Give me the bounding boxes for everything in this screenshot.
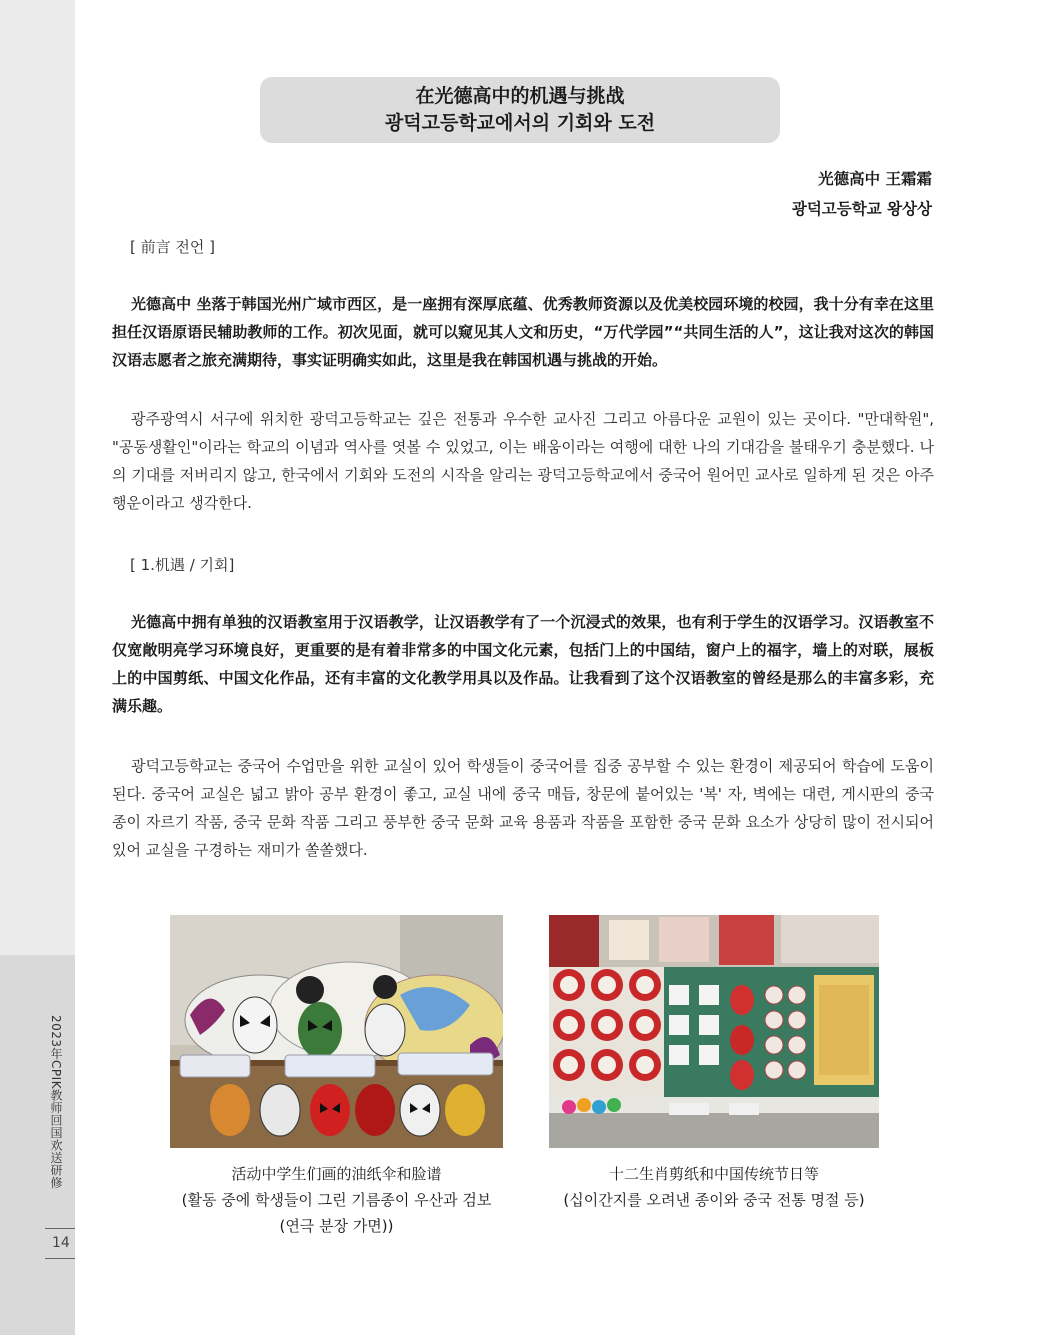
author-zh: 光德高中 王霜霜 — [818, 170, 932, 188]
caption-right — [549, 1161, 879, 1213]
caption-left-ko-2: (연극 분장 가면)) — [279, 1217, 394, 1235]
page-number-rule-top — [45, 1228, 75, 1229]
photo-umbrellas-masks — [170, 915, 503, 1148]
caption-right-zh: 十二生肖剪纸和中国传统节日等 — [608, 1165, 819, 1183]
caption-left-zh: 活动中学生们画的油纸伞和脸谱 — [231, 1165, 442, 1183]
title-ko: 광덕고등학교에서의 기회와 도전 — [384, 112, 656, 134]
photo-zodiac-papercuts — [549, 915, 879, 1148]
page-number-rule-bottom — [45, 1258, 75, 1259]
section-heading-opportunity: [ 1.机遇 / 기회] — [130, 556, 235, 574]
paragraph-preface-zh: 光德高中 坐落于韩国光州广域市西区，是一座拥有深厚底蕴、优秀教师资源以及优美校园环境的校园，我十分有幸在这里担任汉语原语民辅助教师的工作。初次见面，就可以窥见其人文和历史，“万代学园”“共同生活的人”，这让我对这次的韩国汉语志愿者之旅充满期待，事实证明确实如此，这里是我在韩国机遇与挑战的开始。 — [112, 295, 934, 369]
section-heading-preface: [ 前言 전언 ] — [130, 238, 215, 256]
caption-left — [170, 1161, 503, 1239]
page-number: 14 — [52, 1235, 70, 1251]
title-box — [260, 77, 780, 143]
sidebar-label: 2023年CPIK教师回国欢送研修 — [49, 1015, 63, 1190]
paragraph-opportunity-zh: 光德高中拥有单独的汉语教室用于汉语教学，让汉语教学有了一个沉浸式的效果，也有利于学生的汉语学习。汉语教室不仅宽敞明亮学习环境良好，更重要的是有着非常多的中国文化元素，包括门上的中国结，窗户上的福字，墙上的对联，展板上的中国剪纸、中国文化作品，还有丰富的文化教学用具以及作品。让我看到了这个汉语教室的曾经是那么的丰富多彩，充满乐趣。 — [112, 613, 934, 715]
paragraph-preface-ko: 광주광역시 서구에 위치한 광덕고등학교는 깊은 전통과 우수한 교사진 그리고 아름다운 교원이 있는 곳이다. "만대학원", "공동생활인"이라는 학교의 이념과 역사를 엿볼 수 있었고, 이는 배움이라는 여행에 대한 나의 기대감을 불태우기 충분했다. 나의 기대를 저버리지 않고, 한국에서 기회와 도전의 시작을 알리는 광덕고등학교에서 중국어 원어민 교사로 일하게 된 것은 아주 행운이라고 생각한다. — [112, 410, 934, 512]
paragraph-opportunity-ko: 광덕고등학교는 중국어 수업만을 위한 교실이 있어 학생들이 중국어를 집중 공부할 수 있는 환경이 제공되어 학습에 도움이 된다. 중국어 교실은 넓고 밝아 공부 환경이 좋고, 교실 내에 중국 매듭, 창문에 붙어있는 '복' 자, 벽에는 대련, 게시판의 중국 종이 자르기 작품, 중국 문화 작품 그리고 풍부한 중국 문화 교육 용품과 작품을 포함한 중국 문화 요소가 상당히 많이 전시되어 있어 교실을 구경하는 재미가 쏠쏠했다. — [112, 757, 934, 859]
title-zh: 在光德高中的机遇与挑战 — [415, 85, 625, 107]
author-ko: 광덕고등학교 왕상상 — [791, 200, 932, 218]
caption-left-ko-1: (활동 중에 학생들이 그린 기름종이 우산과 검보 — [181, 1191, 492, 1209]
caption-right-ko: (십이간지를 오려낸 종이와 중국 전통 명절 등) — [563, 1191, 865, 1209]
